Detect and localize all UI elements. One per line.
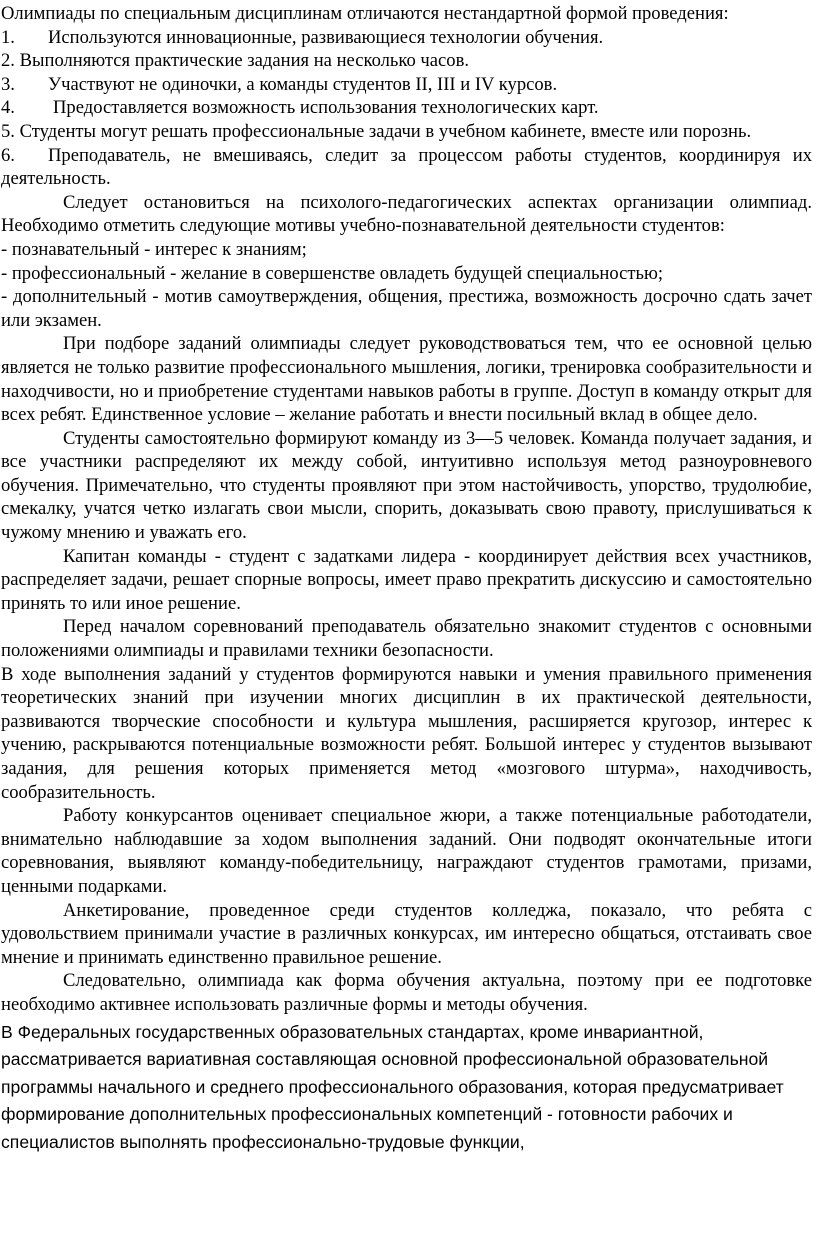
jury-paragraph: Работу конкурсантов оценивает специальное жюри, а также потенциальные работодатели, внимательно наблюдавшие за ходом выполнения заданий. Они подводят окончательные итоги соревнования, выявляют команду-победительницу, награждают студентов грамотами, призами, ценными подарками. xyxy=(1,805,812,897)
standards-section xyxy=(1,1019,812,1157)
list-text: Выполняются практические задания на несколько часов. xyxy=(19,50,470,72)
list-number: 2. xyxy=(1,50,15,72)
list-item xyxy=(1,144,812,191)
list-number: 6. xyxy=(1,144,15,166)
list-item xyxy=(1,73,812,97)
list-item: - профессиональный - желание в совершенстве овладеть будущей специальностью; xyxy=(1,262,664,284)
motives-intro-paragraph: Следует остановиться на психолого-педагогических аспектах организации олимпиад. Необходимо отметить следующие мотивы учебно-познавательной деятельности студентов: xyxy=(1,191,812,237)
list-text: Предоставляется возможность использования технологических карт. xyxy=(53,97,599,119)
skills-paragraph: В ходе выполнения заданий у студентов формируются навыки и умения правильного применения теоретических знаний при изучении многих дисциплин в их практической деятельности, развиваются творческие способности и культура мышления, расширяется кругозор, интерес к учению, раскрываются потенциальные возможности ребят. Большой интерес у студентов вызывают задания, для решения которых применяется метод «мозгового штурма», находчивость, сообразительность. xyxy=(1,663,812,803)
list-number: 4. xyxy=(1,97,15,119)
list-text: Участвуют не одиночки, а команды студентов II, III и IV курсов. xyxy=(48,73,558,95)
list-item xyxy=(1,120,812,144)
conclusion-paragraph: Следовательно, олимпиада как форма обучения актуальна, поэтому при ее подготовке необходимо активнее использовать различные формы и методы обучения. xyxy=(1,970,812,1015)
list-item: - познавательный - интерес к знаниям; xyxy=(1,238,307,260)
list-item xyxy=(1,96,812,120)
captain-paragraph: Капитан команды - студент с задатками лидера - координирует действия всех участников, распределяет задачи, решает спорные вопросы, имеет право прекратить дискуссию и самостоятельно принять то или иное решение. xyxy=(1,545,812,614)
list-text: Студенты могут решать профессиональные задачи в учебном кабинете, вместе или порознь. xyxy=(19,120,752,142)
team-paragraph: Студенты самостоятельно формируют команду из 3—5 человек. Команда получает задания, и все участники распределяют их между собой, интуитивно используя метод разноуровневого обучения. Примечательно, что студенты проявляют при этом настойчивость, упорство, трудолюбие, смекалку, учатся четко излагать свои мысли, спорить, доказывать свою правоту, прислушиваться к чужому мнению и уважать его. xyxy=(1,427,812,544)
before-competition-paragraph: Перед началом соревнований преподаватель обязательно знакомит студентов с основными положениями олимпиады и правилами техники безопасности. xyxy=(1,616,812,662)
list-item xyxy=(1,49,812,73)
list-number: 3. xyxy=(1,73,15,95)
intro-paragraph: Олимпиады по специальным дисциплинам отличаются нестандартной формой проведения: xyxy=(1,3,729,24)
list-item xyxy=(1,26,812,50)
selection-paragraph: При подборе заданий олимпиады следует руководствоваться тем, что ее основной целью является не только развитие профессионального мышления, логики, тренировка сообразительности и находчивости, но и приобретение студентами навыков работы в группе. Доступ в команду открыт для всех ребят. Единственное условие – желание работать и внести посильный вклад в общее дело. xyxy=(1,333,812,426)
list-text: Используются инновационные, развивающиеся технологии обучения. xyxy=(48,26,604,48)
list-item: - дополнительный - мотив самоутверждения, общения, престижа, возможность досрочно сдать зачет или экзамен. xyxy=(1,286,812,331)
features-list xyxy=(1,26,812,191)
motives-list xyxy=(1,238,812,332)
list-text: Преподаватель, не вмешиваясь, следит за процессом работы студентов, координируя их деятельность. xyxy=(1,144,812,190)
standards-paragraph: В Федеральных государственных образовательных стандартах, кроме инвариантной, рассматривается вариативная составляющая основной профессиональной образовательной программы начального и среднего профессионального образования, которая предусматривает формирование дополнительных профессиональных компетенций - готовности рабочих и специалистов выполнять профессионально-трудовые функции, xyxy=(1,1021,784,1152)
list-number: 1. xyxy=(1,26,15,48)
survey-paragraph: Анкетирование, проведенное среди студентов колледжа, показало, что ребята с удовольствием принимали участие в различных конкурсах, им интересно общаться, отстаивать свое мнение и принимать единственно правильное решение. xyxy=(1,899,812,968)
list-number: 5. xyxy=(1,120,15,142)
